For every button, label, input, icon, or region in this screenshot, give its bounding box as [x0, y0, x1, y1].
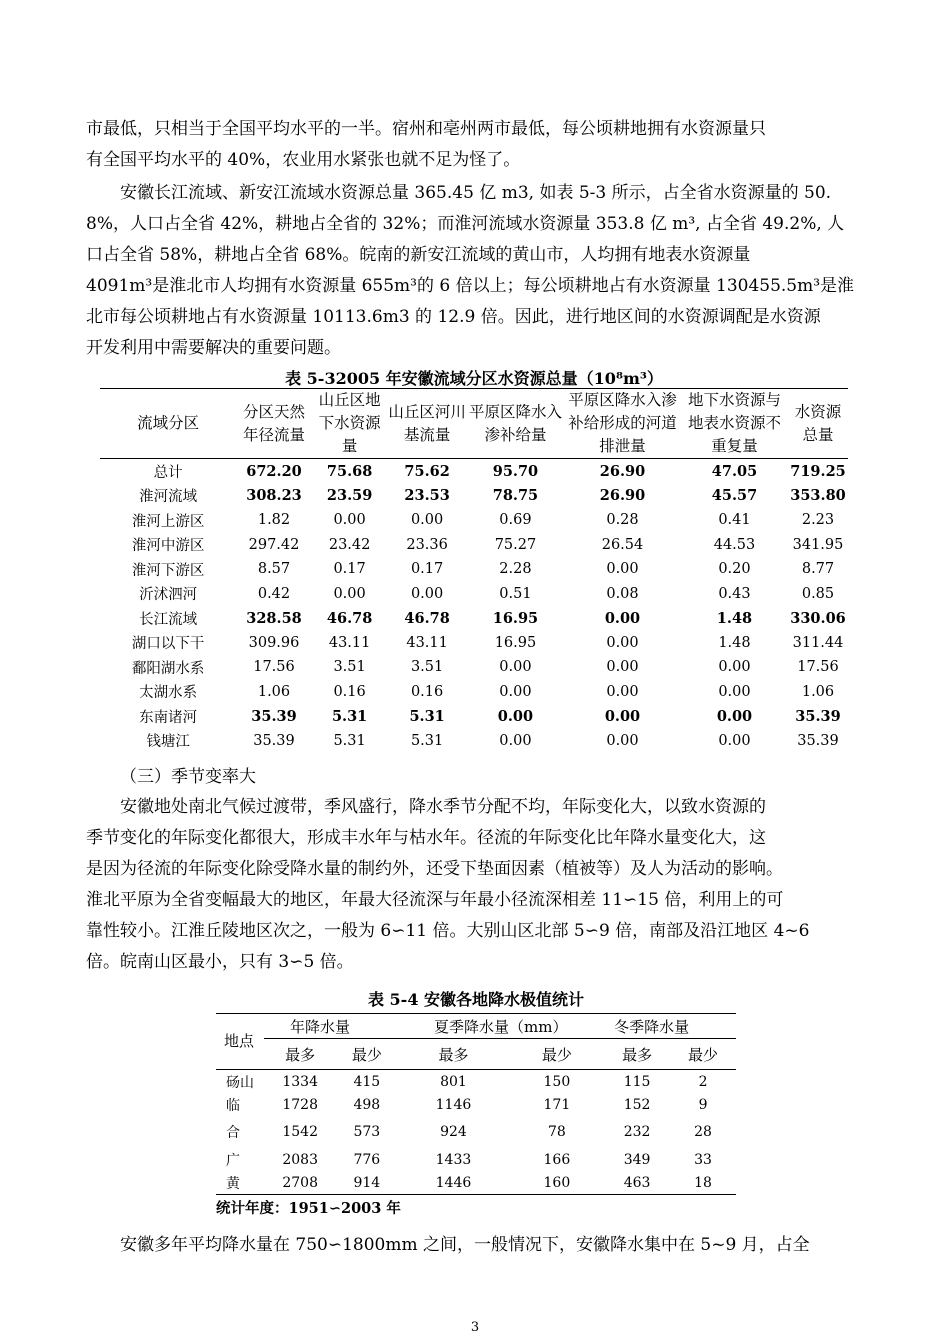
group-header: 年降水量	[264, 1014, 397, 1039]
table-cell: 1334	[282, 1073, 318, 1090]
table-cell: 914	[353, 1174, 381, 1191]
table-cell: 330.06	[790, 609, 846, 627]
text-line: 淮北平原为全省变幅最大的地区，年最大径流深与年最小径流深相差 11∽15 倍，利用上的可	[86, 890, 784, 910]
table-row	[100, 631, 848, 656]
table-cell: 924	[440, 1124, 467, 1140]
table-cell: 78	[547, 1124, 566, 1140]
table-cell: 328.58	[246, 609, 302, 627]
table-cell: 3.51	[410, 659, 444, 676]
table-row	[216, 1171, 736, 1195]
text-line: 有全国平均水平的 40%，农业用水紧张也就不足为怪了。	[86, 150, 521, 170]
text-line: 4091m³是淮北市人均拥有水资源量 655m³的 6 倍以上；每公顷耕地占有水资源量 130455.5m³是淮	[86, 276, 855, 296]
table-row	[100, 484, 848, 509]
table-cell: 47.05	[711, 462, 758, 480]
table-cell: 0.00	[499, 683, 532, 700]
column-header: 平原区降水入渗补给量	[467, 389, 564, 459]
table-cell: 2.28	[499, 561, 532, 578]
table-cell: 0.20	[718, 561, 751, 578]
table-cell: 75.27	[494, 536, 537, 553]
table-cell: 5.31	[409, 707, 445, 725]
column-header: 分区天然年径流量	[236, 389, 312, 459]
place-name: 合	[226, 1125, 240, 1141]
text-line: 安徽多年平均降水量在 750∽1800mm 之间，一般情况下，安徽降水集中在 5~9 月，占全	[86, 1235, 810, 1255]
table-cell: 463	[623, 1174, 651, 1191]
table-cell: 2083	[282, 1151, 318, 1168]
table-cell: 2	[698, 1073, 708, 1090]
table-cell: 152	[623, 1096, 651, 1113]
table-row	[100, 533, 848, 558]
table-cell: 1.48	[716, 609, 753, 627]
region-name: 淮河中游区	[131, 538, 205, 555]
table-row	[100, 557, 848, 582]
table-cell: 349	[623, 1151, 651, 1168]
table-5-4-note: 统计年度：1951∽2003 年	[216, 1200, 401, 1217]
region-name: 钱塘江	[146, 734, 190, 751]
paragraph-4	[86, 1230, 871, 1261]
table-cell: 309.96	[248, 634, 300, 651]
table-cell: 297.42	[248, 536, 300, 553]
region-name: 沂沭泗河	[139, 587, 198, 604]
table-row	[100, 508, 848, 533]
table-cell: 0.08	[606, 585, 639, 602]
table-cell: 26.54	[601, 536, 644, 553]
paragraph-2	[86, 178, 871, 364]
paragraph-3	[86, 792, 871, 978]
table-cell: 43.11	[328, 634, 371, 651]
table-row	[100, 655, 848, 680]
table-cell: 0.00	[497, 707, 534, 725]
sub-header: 最多	[438, 1045, 469, 1064]
table-cell: 26.90	[599, 462, 646, 480]
column-header: 山丘区地下水资源量	[312, 389, 388, 459]
table-cell: 0.00	[716, 707, 753, 725]
table-row	[216, 1148, 736, 1171]
table-cell: 0.16	[410, 683, 444, 700]
table-row	[216, 1116, 736, 1148]
region-name: 太湖水系	[139, 685, 198, 702]
table-cell: 801	[440, 1073, 467, 1090]
table-cell: 43.11	[406, 634, 448, 651]
table-cell: 0.00	[606, 659, 639, 676]
sub-header: 最少	[688, 1045, 719, 1064]
table-cell: 0.00	[410, 512, 444, 529]
place-name: 临	[226, 1097, 240, 1114]
table-5-3	[100, 388, 848, 753]
group-header: 夏季降水量（mm）	[397, 1014, 604, 1039]
table-cell: 0.00	[606, 561, 639, 578]
section-heading	[86, 762, 871, 793]
region-name: 湖口以下干	[131, 636, 205, 653]
column-header: 山丘区河川基流量	[387, 389, 466, 459]
table-cell: 1.82	[257, 512, 291, 529]
table-row	[100, 582, 848, 607]
table-5-3-caption: 表 5-32005 年安徽流域分区水资源总量（10⁸m³）	[285, 369, 663, 388]
table-cell: 23.59	[326, 487, 373, 505]
table-cell: 232	[623, 1124, 651, 1140]
table-cell: 23.36	[406, 536, 448, 553]
table-cell: 1542	[282, 1124, 318, 1140]
table-cell: 1.48	[718, 634, 751, 651]
table-cell: 75.62	[404, 462, 450, 480]
text-line: 安徽长江流域、新安江流域水资源总量 365.45 亿 m3, 如表 5-3 所示，占全省水资源量的 50.	[86, 183, 832, 203]
table-cell: 18	[694, 1174, 712, 1191]
text-line: 北市每公顷耕地占有水资源量 10113.6m3 的 12.9 倍。因此，进行地区间的水资源调配是水资源	[86, 307, 821, 327]
table-cell: 0.41	[718, 512, 751, 529]
table-cell: 1.06	[801, 683, 835, 700]
sub-header: 最多	[285, 1045, 316, 1064]
table-cell: 150	[543, 1073, 571, 1090]
table-cell: 0.69	[499, 512, 532, 529]
text-line: 靠性较小。江淮丘陵地区次之，一般为 6∽11 倍。大别山区北部 5∽9 倍，南部及沿江地区 4~6	[86, 921, 810, 941]
table-cell: 28	[694, 1124, 712, 1140]
sub-header: 最少	[541, 1045, 572, 1064]
table-cell: 46.78	[326, 609, 373, 627]
text-line: 口占全省 58%，耕地占全省 68%。皖南的新安江流域的黄山市，人均拥有地表水资源量	[86, 245, 751, 265]
table-cell: 498	[353, 1096, 381, 1113]
sub-header: 最多	[622, 1045, 653, 1064]
column-header: 水资源总量	[788, 389, 848, 459]
table-cell: 573	[353, 1124, 381, 1140]
place-name: 广	[226, 1152, 240, 1169]
column-header: 地下水资源与地表水资源不重复量	[681, 389, 788, 459]
table-cell: 0.00	[718, 659, 751, 676]
table-5-4-caption: 表 5-4 安徽各地降水极值统计	[367, 990, 585, 1009]
table-cell: 95.70	[492, 462, 539, 480]
table-cell: 0.16	[333, 683, 366, 700]
text-line: 8%，人口占全省 42%，耕地占全省的 32%；而淮河流域水资源量 353.8 亿 m³, 占全省 49.2%, 人	[86, 214, 845, 234]
table-cell: 415	[353, 1073, 381, 1090]
table-cell: 78.75	[492, 487, 539, 505]
table-cell: 35.39	[795, 707, 841, 725]
table-cell: 16.95	[494, 634, 537, 651]
table-cell: 0.00	[606, 634, 639, 651]
table-cell: 17.56	[797, 659, 839, 676]
table-cell: 26.90	[599, 487, 646, 505]
table-row	[216, 1093, 736, 1116]
table-cell: 16.95	[492, 609, 539, 627]
table-row	[100, 606, 848, 631]
table-cell: 353.80	[790, 487, 846, 505]
table-cell: 1433	[435, 1151, 472, 1168]
table-cell: 115	[623, 1073, 651, 1090]
table-cell: 3.51	[333, 659, 366, 676]
column-header: 平原区降水入渗补给形成的河道排泄量	[564, 389, 681, 459]
table-cell: 0.00	[499, 732, 532, 749]
section-title: （三）季节变率大	[120, 767, 256, 787]
group-header: 冬季降水量	[604, 1014, 736, 1039]
table-cell: 0.00	[604, 609, 641, 627]
table-cell: 2.23	[801, 512, 835, 529]
region-name: 淮河流域	[139, 489, 198, 506]
table-cell: 311.44	[792, 634, 844, 651]
table-row	[100, 704, 848, 729]
table-cell: 1.06	[257, 683, 291, 700]
region-name: 淮河下游区	[131, 562, 205, 579]
table-cell: 341.95	[792, 536, 844, 553]
text-line: 是因为径流的年际变化除受降水量的制约外，还受下垫面因素（植被等）及人为活动的影响。	[86, 859, 783, 879]
table-cell: 171	[543, 1096, 571, 1113]
table-cell: 166	[543, 1151, 571, 1168]
table-cell: 0.00	[604, 707, 641, 725]
table-cell: 0.00	[410, 585, 444, 602]
table-cell: 0.00	[333, 512, 366, 529]
table-cell: 0.17	[410, 561, 444, 578]
table-cell: 8.57	[257, 561, 291, 578]
table-cell: 2708	[282, 1174, 318, 1191]
table-cell: 719.25	[790, 462, 846, 480]
region-name: 淮河上游区	[131, 513, 205, 530]
table-cell: 35.39	[253, 732, 295, 749]
sub-header: 最少	[351, 1045, 382, 1064]
column-header: 流域分区	[100, 389, 236, 459]
table-cell: 33	[694, 1151, 712, 1168]
table-cell: 5.31	[333, 732, 366, 749]
table-row	[100, 459, 848, 484]
table-row	[216, 1070, 736, 1094]
table-cell: 8.77	[801, 561, 835, 578]
table-cell: 9	[698, 1096, 708, 1113]
table-cell: 672.20	[246, 462, 302, 480]
table-cell: 35.39	[797, 732, 839, 749]
text-line: 市最低，只相当于全国平均水平的一半。宿州和亳州两市最低，每公顷耕地拥有水资源量只	[86, 119, 766, 139]
table-cell: 5.31	[331, 707, 368, 725]
table-cell: 44.53	[713, 536, 756, 553]
table-cell: 776	[353, 1151, 381, 1168]
table-cell: 17.56	[253, 659, 295, 676]
table-cell: 0.00	[606, 732, 639, 749]
region-name: 长江流域	[139, 611, 198, 628]
table-cell: 0.00	[333, 585, 366, 602]
table-cell: 0.00	[606, 683, 639, 700]
region-name: 鄱阳湖水系	[131, 660, 205, 677]
table-cell: 1446	[435, 1174, 472, 1191]
text-line: 季节变化的年际变化都很大，形成丰水年与枯水年。径流的年际变化比年降水量变化大，这	[86, 828, 766, 848]
table-cell: 0.51	[499, 585, 532, 602]
table-cell: 0.00	[499, 659, 532, 676]
paragraph-1	[86, 114, 871, 176]
table-cell: 23.42	[328, 536, 371, 553]
table-cell: 1728	[282, 1096, 318, 1113]
table-cell: 0.00	[718, 732, 751, 749]
table-cell: 308.23	[246, 487, 302, 505]
table-cell: 46.78	[404, 609, 450, 627]
region-name: 东南诸河	[139, 709, 198, 726]
place-name: 砀山	[226, 1074, 254, 1091]
table-cell: 160	[543, 1174, 571, 1191]
table-cell: 0.85	[801, 585, 835, 602]
text-line: 倍。皖南山区最小，只有 3∽5 倍。	[86, 952, 354, 972]
table-cell: 23.53	[404, 487, 450, 505]
place-header: 地点	[224, 1032, 255, 1050]
table-5-4	[216, 1013, 736, 1195]
text-line: 安徽地处南北气候过渡带，季风盛行，降水季节分配不均，年际变化大，以致水资源的	[86, 797, 766, 817]
table-cell: 0.42	[257, 585, 291, 602]
table-cell: 1146	[435, 1096, 472, 1113]
table-cell: 0.17	[333, 561, 366, 578]
table-row	[100, 729, 848, 754]
table-row	[100, 680, 848, 705]
table-cell: 0.00	[718, 683, 751, 700]
page-number: 3	[470, 1320, 480, 1335]
table-cell: 0.43	[718, 585, 751, 602]
table-cell: 0.28	[606, 512, 639, 529]
text-line: 开发利用中需要解决的重要问题。	[86, 338, 341, 358]
table-cell: 45.57	[711, 487, 758, 505]
table-cell: 75.68	[326, 462, 373, 480]
table-cell: 5.31	[410, 732, 444, 749]
table-cell: 35.39	[251, 707, 297, 725]
place-name: 黄	[226, 1175, 240, 1192]
region-name: 总计	[153, 464, 183, 481]
